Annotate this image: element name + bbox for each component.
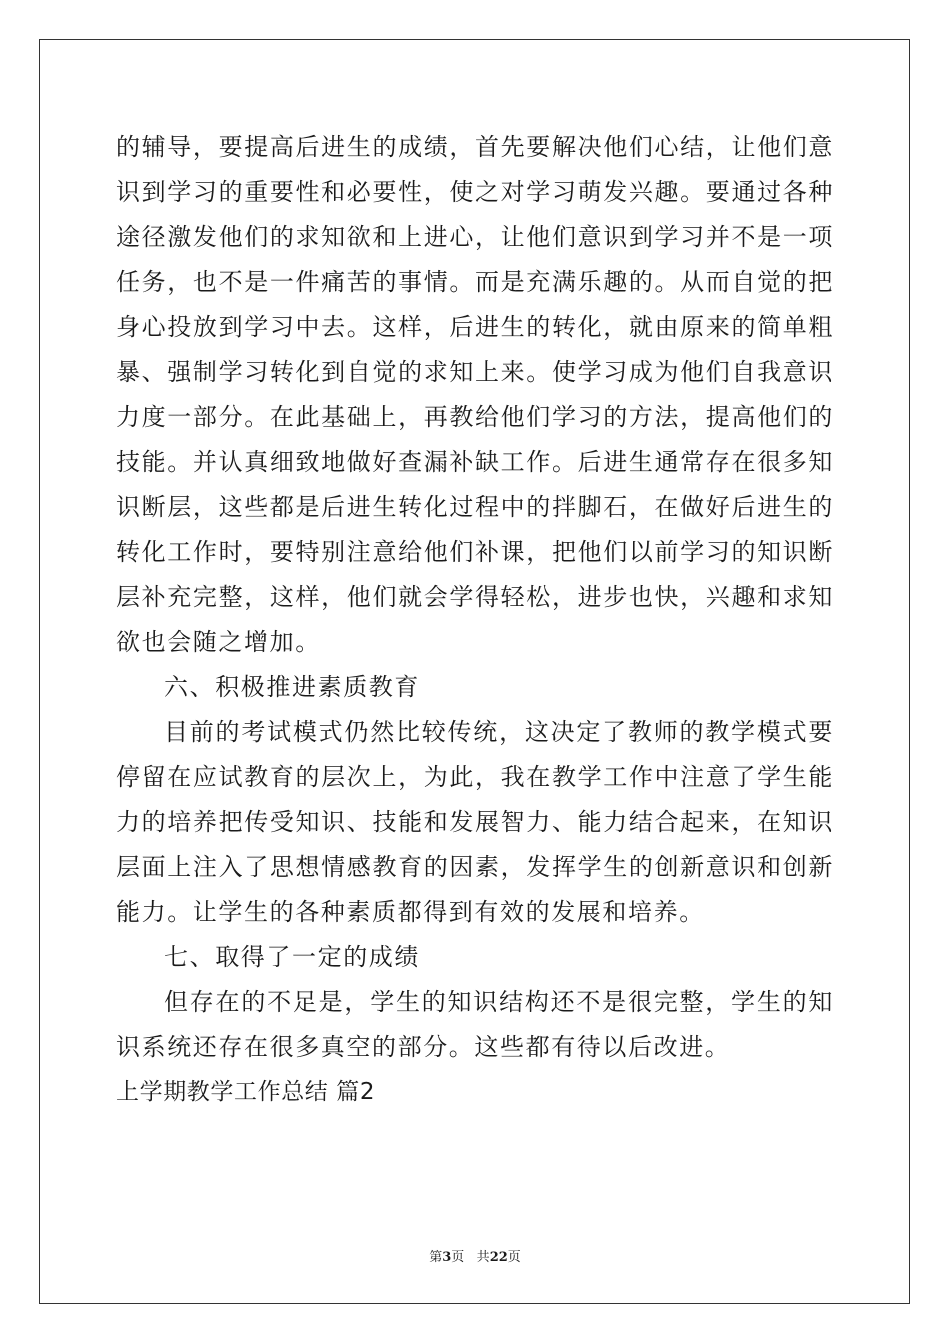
body-paragraph-1: 的辅导，要提高后进生的成绩，首先要解决他们心结，让他们意识到学习的重要性和必要性，使之对学习萌发兴趣。要通过各种途径激发他们的求知欲和上进心，让他们意识到学习并不是一项任务，也不是一件痛苦的事情。而是充满乐趣的。从而自觉的把身心投放到学习中去。这样，后进生的转化，就由原来的简单粗暴、强制学习转化到自觉的求知上来。使学习成为他们自我意识力度一部分。在此基础上，再教给他们学习的方法，提高他们的技能。并认真细致地做好查漏补缺工作。后进生通常存在很多知识断层，这些都是后进生转化过程中的拌脚石，在做好后进生的转化工作时，要特别注意给他们补课，把他们以前学习的知识断层补充完整，这样，他们就会学得轻松，进步也快，兴趣和求知欲也会随之增加。 xyxy=(116,133,834,656)
total-prefix: 共 xyxy=(476,1250,490,1265)
page-footer xyxy=(0,1246,950,1265)
document-body xyxy=(116,125,834,1115)
total-pages-number: 22 xyxy=(489,1250,508,1265)
section-heading-6: 六、积极推进素质教育 xyxy=(164,673,420,701)
section-heading-7: 七、取得了一定的成绩 xyxy=(164,943,420,971)
page-suffix: 页 xyxy=(451,1250,465,1265)
total-suffix: 页 xyxy=(507,1250,521,1265)
current-page-number: 3 xyxy=(442,1250,452,1265)
body-paragraph-3: 但存在的不足是，学生的知识结构还不是很完整，学生的知识系统还存在很多真空的部分。这些都有待以后改进。 xyxy=(116,988,834,1061)
body-paragraph-2: 目前的考试模式仍然比较传统，这决定了教师的教学模式要停留在应试教育的层次上，为此，我在教学工作中注意了学生能力的培养把传受知识、技能和发展智力、能力结合起来，在知识层面上注入了思想情感教育的因素，发挥学生的创新意识和创新能力。让学生的各种素质都得到有效的发展和培养。 xyxy=(116,718,834,926)
page-prefix: 第 xyxy=(429,1250,443,1265)
article-section-title: 上学期教学工作总结 篇2 xyxy=(116,1079,376,1105)
